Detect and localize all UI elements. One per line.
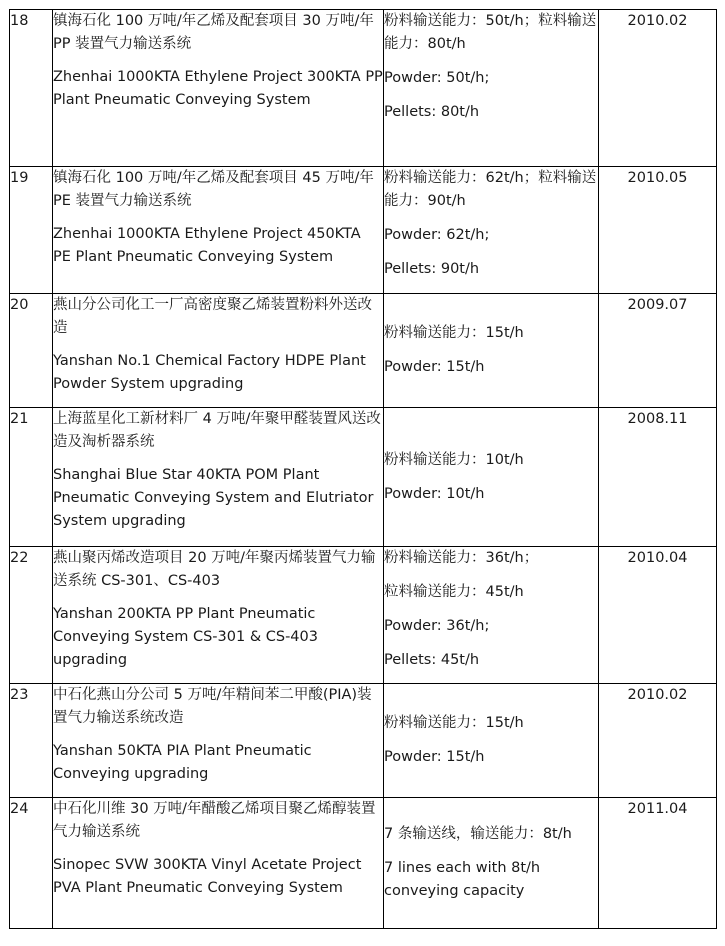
project-name-en: Shanghai Blue Star 40KTA POM Plant Pneumatic Conveying System and Elutriator System upgrading <box>53 467 374 529</box>
capacity-line: Powder: 36t/h; <box>384 618 490 634</box>
project-name-cell <box>53 408 384 547</box>
completion-date: 2010.02 <box>599 684 717 798</box>
capacity-line: 粉料输送能力：10t/h <box>384 451 524 468</box>
project-name-zh: 中石化燕山分公司 5 万吨/年精间苯二甲酸(PIA)装置气力输送系统改造 <box>53 687 372 726</box>
project-name-cell <box>53 294 384 408</box>
project-name-zh: 上海蓝星化工新材料厂 4 万吨/年聚甲醛装置风送改造及淘析器系统 <box>53 411 381 450</box>
capacity-line: Pellets: 45t/h <box>384 652 480 668</box>
project-name-zh: 镇海石化 100 万吨/年乙烯及配套项目 30 万吨/年 PP 装置气力输送系统 <box>53 13 374 52</box>
project-name-zh: 燕山分公司化工一厂高密度聚乙烯装置粉料外送改造 <box>53 297 372 336</box>
completion-date: 2008.11 <box>599 408 717 547</box>
project-reference-table <box>9 9 717 929</box>
capacity-line: Powder: 50t/h; <box>384 70 490 86</box>
capacity-line: 粉料输送能力：15t/h <box>384 715 524 731</box>
project-name-zh: 中石化川维 30 万吨/年醋酸乙烯项目聚乙烯醇装置气力输送系统 <box>53 801 376 840</box>
row-number: 19 <box>10 167 53 294</box>
capacity-line: Powder: 15t/h <box>384 359 485 375</box>
table-row <box>10 294 717 408</box>
completion-date: 2010.02 <box>599 10 717 167</box>
capacity-line: 7 条输送线，输送能力：8t/h <box>384 826 572 842</box>
project-name-cell <box>53 10 384 167</box>
row-number: 22 <box>10 547 53 684</box>
capacity-line: 粉料输送能力：50t/h；粒料输送能力：80t/h <box>384 13 597 52</box>
project-name-zh: 燕山聚丙烯改造项目 20 万吨/年聚丙烯装置气力输送系统 CS-301、CS-403 <box>53 550 376 589</box>
project-name-en: Sinopec SVW 300KTA Vinyl Acetate Project PVA Plant Pneumatic Conveying System <box>53 857 362 896</box>
table-row <box>10 684 717 798</box>
project-name-zh: 镇海石化 100 万吨/年乙烯及配套项目 45 万吨/年 PE 装置气力输送系统 <box>53 170 374 209</box>
completion-date: 2010.05 <box>599 167 717 294</box>
table-row <box>10 167 717 294</box>
row-number: 18 <box>10 10 53 167</box>
completion-date: 2011.04 <box>599 798 717 929</box>
project-name-cell <box>53 684 384 798</box>
capacity-cell <box>384 294 599 408</box>
capacity-line: 粉料输送能力：15t/h <box>384 325 524 341</box>
row-number: 20 <box>10 294 53 408</box>
capacity-line: 7 lines each with 8t/h conveying capacity <box>384 860 541 899</box>
row-number: 21 <box>10 408 53 547</box>
project-name-en: Yanshan 50KTA PIA Plant Pneumatic Conveying upgrading <box>53 743 312 782</box>
row-number: 23 <box>10 684 53 798</box>
capacity-line: 粉料输送能力：62t/h；粒料输送能力：90t/h <box>384 170 597 209</box>
capacity-line: Pellets: 90t/h <box>384 261 480 277</box>
project-name-cell <box>53 547 384 684</box>
completion-date: 2010.04 <box>599 547 717 684</box>
table-row <box>10 10 717 167</box>
capacity-line: Powder: 10t/h <box>384 485 485 502</box>
capacity-line: Powder: 15t/h <box>384 749 485 765</box>
capacity-cell <box>384 547 599 684</box>
capacity-cell <box>384 10 599 167</box>
table-row <box>10 547 717 684</box>
capacity-line: 粒料输送能力：45t/h <box>384 584 524 600</box>
capacity-cell <box>384 684 599 798</box>
capacity-line: Pellets: 80t/h <box>384 104 480 120</box>
capacity-line: Powder: 62t/h; <box>384 227 490 243</box>
row-number: 24 <box>10 798 53 929</box>
project-name-en: Zhenhai 1000KTA Ethylene Project 450KTA PE Plant Pneumatic Conveying System <box>53 226 361 265</box>
project-name-cell <box>53 798 384 929</box>
project-name-en: Yanshan 200KTA PP Plant Pneumatic Conveying System CS-301 & CS-403 upgrading <box>53 606 318 668</box>
capacity-cell <box>384 408 599 547</box>
capacity-cell <box>384 798 599 929</box>
table-row <box>10 408 717 547</box>
capacity-cell <box>384 167 599 294</box>
table-row <box>10 798 717 929</box>
capacity-line: 粉料输送能力：36t/h； <box>384 550 539 566</box>
project-name-en: Yanshan No.1 Chemical Factory HDPE Plant Powder System upgrading <box>53 353 366 392</box>
completion-date: 2009.07 <box>599 294 717 408</box>
project-name-cell <box>53 167 384 294</box>
project-name-en: Zhenhai 1000KTA Ethylene Project 300KTA PP Plant Pneumatic Conveying System <box>53 69 383 108</box>
